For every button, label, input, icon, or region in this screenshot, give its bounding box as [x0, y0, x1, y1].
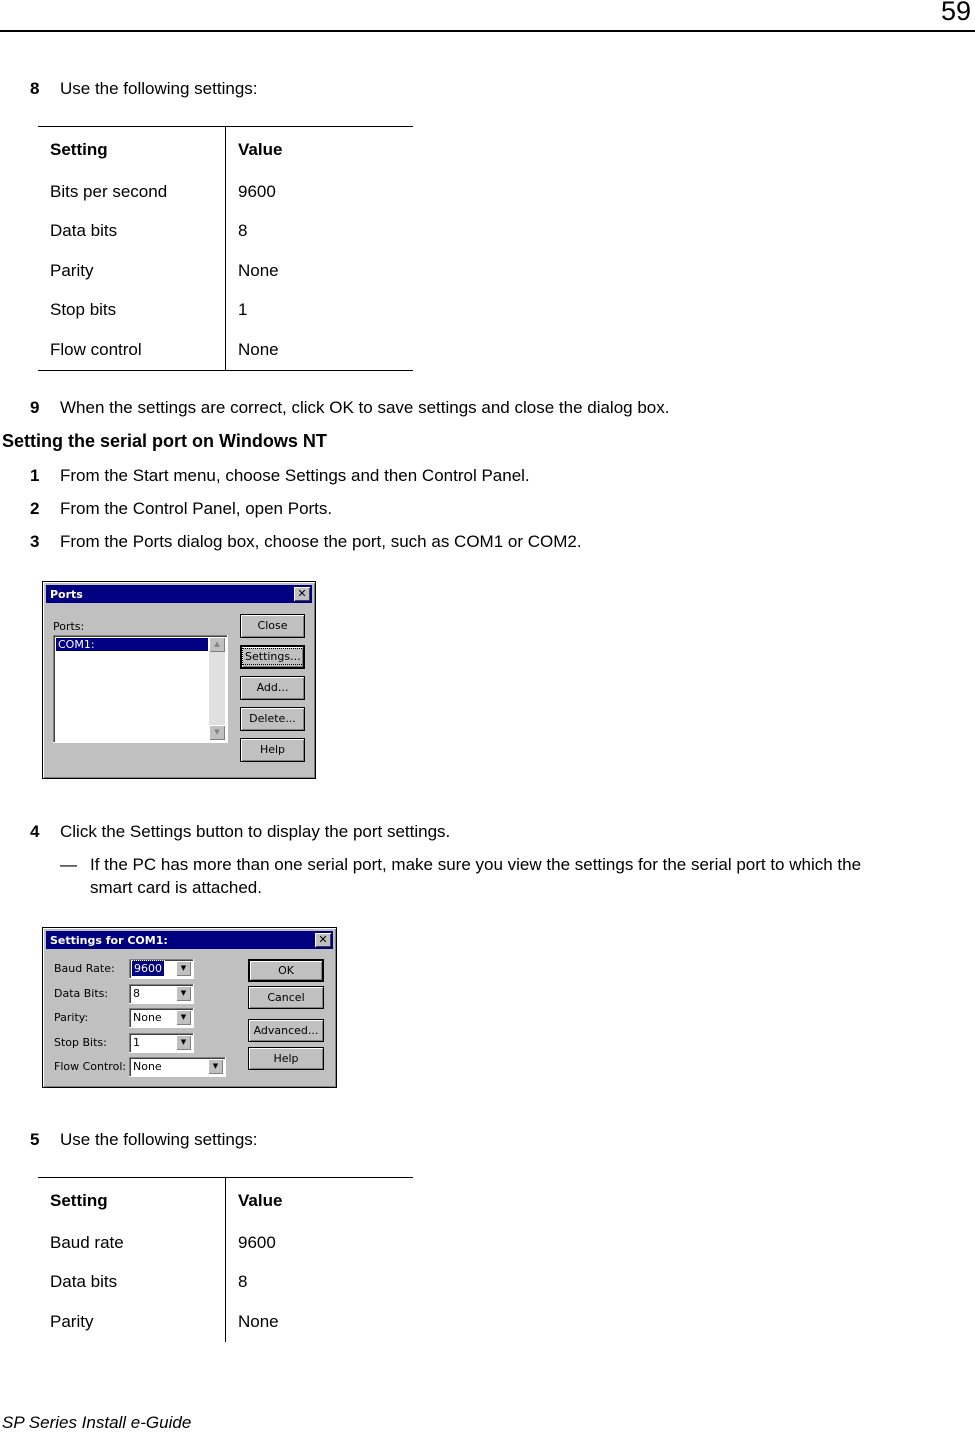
dropdown-icon[interactable]: ▼ — [176, 1010, 191, 1025]
note-dash: — — [60, 855, 77, 874]
cell-value: 8 — [238, 1272, 248, 1292]
dropdown-icon[interactable]: ▼ — [176, 1035, 191, 1050]
table-row — [38, 1223, 413, 1263]
cell-value: 8 — [238, 221, 248, 241]
step-text: Click the Settings button to display the port settings. — [60, 822, 451, 841]
scroll-up-icon[interactable]: ▲ — [209, 637, 225, 652]
baud-rate-value: 9600 — [134, 962, 162, 975]
settings-dialog-title: Settings for COM1: — [50, 934, 168, 947]
table-row — [38, 172, 413, 212]
stop-bits-label: Stop Bits: — [54, 1036, 107, 1049]
step-number: 1 — [30, 466, 40, 485]
advanced-button[interactable]: Advanced... — [248, 1019, 324, 1042]
settings-table-1 — [38, 126, 413, 371]
cell-setting: Parity — [38, 251, 226, 291]
column-header-setting: Setting — [38, 1178, 226, 1224]
cell-setting: Baud rate — [38, 1223, 226, 1263]
help-button[interactable]: Help — [240, 738, 305, 762]
list-item[interactable]: COM1: — [56, 638, 208, 651]
cell-value: None — [238, 260, 279, 280]
parity-select[interactable] — [129, 1008, 194, 1028]
footer-title: SP Series Install e-Guide — [2, 1413, 192, 1432]
ports-list-label: Ports: — [53, 620, 85, 633]
step-number: 5 — [30, 1130, 40, 1149]
step-text: From the Start menu, choose Settings and then Control Panel. — [60, 466, 530, 485]
data-bits-select[interactable] — [129, 984, 194, 1004]
ports-dialog-title: Ports — [50, 588, 83, 601]
close-icon[interactable]: ✕ — [315, 933, 331, 947]
step-number: 8 — [30, 79, 40, 98]
cell-value: None — [238, 1311, 279, 1331]
stop-bits-value: 1 — [133, 1036, 140, 1049]
close-icon[interactable]: ✕ — [294, 587, 310, 601]
help-button[interactable]: Help — [248, 1047, 324, 1070]
step-text: From the Control Panel, open Ports. — [60, 499, 333, 518]
cell-setting: Stop bits — [38, 291, 226, 331]
dropdown-icon[interactable]: ▼ — [176, 986, 191, 1001]
parity-label: Parity: — [54, 1011, 89, 1024]
step-number: 3 — [30, 532, 40, 551]
step-text: Use the following settings: — [60, 79, 258, 98]
table-row — [38, 291, 413, 331]
table-row — [38, 1263, 413, 1303]
cell-value: 9600 — [238, 181, 276, 201]
step-text: When the settings are correct, click OK to save settings and close the dialog box. — [60, 398, 670, 417]
column-header-value: Value — [238, 139, 283, 159]
data-bits-label: Data Bits: — [54, 987, 109, 1000]
ports-dialog — [42, 581, 316, 779]
ok-button[interactable]: OK — [248, 959, 324, 982]
page-number: 59 — [940, 0, 971, 26]
table-header-row — [38, 1178, 413, 1224]
dropdown-icon[interactable]: ▼ — [208, 1059, 223, 1074]
close-button[interactable]: Close — [240, 614, 305, 638]
cell-setting: Data bits — [38, 1263, 226, 1303]
settings-dialog-titlebar — [46, 931, 333, 949]
scrollbar[interactable] — [209, 637, 225, 740]
settings-table-2 — [38, 1177, 413, 1342]
step-number: 2 — [30, 499, 40, 518]
column-header-setting: Setting — [38, 127, 226, 173]
settings-dialog — [42, 927, 337, 1088]
data-bits-value: 8 — [133, 987, 140, 1000]
dropdown-icon[interactable]: ▼ — [176, 961, 191, 976]
section-heading: Setting the serial port on Windows NT — [2, 431, 327, 451]
step-number: 9 — [30, 398, 40, 417]
step-number: 4 — [30, 822, 40, 841]
cell-value: 9600 — [238, 1232, 276, 1252]
table-header-row — [38, 127, 413, 173]
add-button[interactable]: Add... — [240, 676, 305, 700]
step-text: From the Ports dialog box, choose the port, such as COM1 or COM2. — [60, 532, 582, 551]
column-header-value: Value — [238, 1190, 283, 1210]
cell-setting: Parity — [38, 1302, 226, 1342]
step-text: Use the following settings: — [60, 1130, 258, 1149]
table-row — [38, 330, 413, 370]
ports-listbox[interactable] — [53, 635, 228, 743]
cell-setting: Bits per second — [38, 172, 226, 212]
cancel-button[interactable]: Cancel — [248, 986, 324, 1009]
note-line-1: If the PC has more than one serial port, make sure you view the settings for the serial port to which the — [90, 855, 862, 874]
table-row — [38, 1302, 413, 1342]
baud-rate-select[interactable] — [129, 959, 194, 979]
table-row — [38, 212, 413, 252]
flow-control-select[interactable] — [129, 1057, 226, 1077]
flow-control-value: None — [133, 1060, 162, 1073]
scroll-down-icon[interactable]: ▼ — [209, 725, 225, 740]
cell-value: None — [238, 339, 279, 359]
cell-value: 1 — [238, 300, 248, 320]
note-4-line-2: smart card is attached. — [90, 878, 262, 897]
ports-dialog-titlebar — [46, 585, 312, 603]
delete-button[interactable]: Delete... — [240, 707, 305, 731]
baud-rate-label: Baud Rate: — [54, 962, 115, 975]
parity-value: None — [133, 1011, 162, 1024]
settings-button-label: Settings... — [242, 648, 304, 665]
table-row — [38, 251, 413, 291]
settings-button[interactable] — [240, 645, 305, 669]
stop-bits-select[interactable] — [129, 1033, 194, 1053]
cell-setting: Flow control — [38, 330, 226, 370]
flow-control-label: Flow Control: — [54, 1060, 127, 1073]
header-rule — [0, 30, 975, 32]
cell-setting: Data bits — [38, 212, 226, 252]
